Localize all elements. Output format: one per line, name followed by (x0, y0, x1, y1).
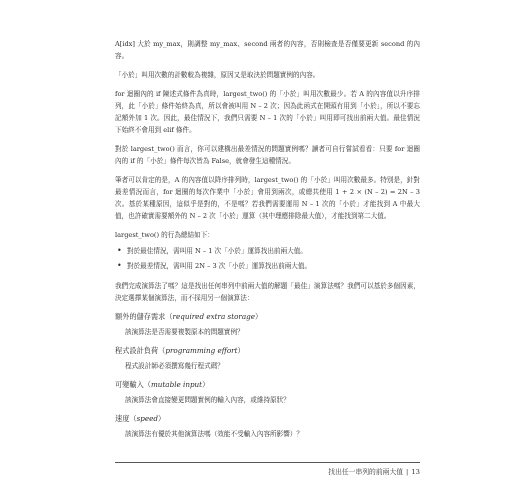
term-definition: 該演算法會直接變更問題實例的輸入內容，或維持原狀？ (125, 396, 290, 404)
term-entry: 程式設計負荷（programming effort） 程式設計師必須撰寫幾行程式碼？ (115, 345, 420, 372)
term-definition: 該演算法有優於其他演算法嗎（效能不受輸入內容所影響）？ (125, 430, 304, 438)
list-item: • 對於最佳情況，需叫用 N – 1 次「小於」運算找出前兩大值。 (115, 245, 420, 257)
paragraph-4: 對於 largest_two() 而言，你可以建構出最差情況的問題實例嗎？讀者可自行嘗試看看：只要 for 迴圈內的 if 的「小於」條件每次皆為 False，就會發生這種情況。 (115, 145, 420, 165)
page-footer (328, 466, 420, 476)
term-zh: 速度 (115, 414, 130, 423)
footer-divider (115, 462, 420, 463)
term-zh: 可變輸入 (115, 380, 144, 389)
term-en: speed (136, 414, 158, 423)
summary-list (115, 245, 420, 272)
paragraph-3: for 迴圈內的 if 陳述式條件為真時，largest_two() 的「小於」叫用次數最少。若 A 的內容值以升序排列，此「小於」條件始終為真，所以會被叫用 N – 2 次；因為此函式在開頭有用到「小於」，所以不要忘記額外加 1 次。因此，最佳情況下，我們只需要 N – 1 次的「小於」叫用即可找出前兩大值。最佳情況下始終不會用到 elif 條件。 (115, 90, 420, 134)
term-zh: 程式設計負荷 (115, 346, 159, 355)
list-item: • 對於最差情況，需叫用 2N – 3 次「小於」運算找出前兩大值。 (115, 260, 420, 272)
term-en: required extra storage (172, 312, 256, 321)
term-entry: 可變輸入（mutable input） 該演算法會直接變更問題實例的輸入內容，或維持原狀？ (115, 379, 420, 406)
paragraph-1: A[idx] 大於 my_max，則調整 my_max、second 兩者的內容，否則檢查是否僅要更新 second 的內容。 (115, 40, 420, 60)
term-entry: 速度（speed） 該演算法有優於其他演算法嗎（效能不受輸入內容所影響）？ (115, 413, 420, 440)
footer-separator: | (406, 468, 409, 476)
page-body (115, 38, 420, 447)
term-en: mutable input (150, 380, 203, 389)
term-entry: 額外的儲存需求（required extra storage） 該演算法是否需要複製原本的問題實例？ (115, 311, 420, 338)
term-definition: 程式設計師必須撰寫幾行程式碼？ (125, 362, 224, 370)
term-en: programming effort (165, 346, 238, 355)
paragraph-5: 筆者可以肯定的是，A 的內容值以降序排列時，largest_two() 的「小於」叫用次數最多。特別是，針對最差情況而言，for 迴圈的每次作業中「小於」會用到兩次，或總共使用 1 + 2 × (N – 2) = 2N – 3 次。基於某種原因，這似乎是對的，不是嗎？若我們需要運用 N – 1 次的「小於」才能找到 A 中最大值，也許確實需要額外的 N – 2 次「小於」運算（其中理應排除最大值），才能找到第二大值。 (115, 176, 420, 220)
term-zh: 額外的儲存需求 (115, 312, 166, 321)
term-definition: 該演算法是否需要複製原本的問題實例？ (125, 328, 244, 336)
question-paragraph: 我們完成演算法了嗎？這是找出任何串列中前兩大值的解題「最佳」演算法嗎？我們可以基於多個因素，決定選擇某個演算法，而不採用另一個演算法： (115, 282, 420, 302)
paragraph-2: 「小於」叫用次數的計數較為複雜，原因又是取決於問題實例的內容。 (115, 71, 320, 79)
chapter-title: 找出任一串列的前兩大值 (328, 468, 404, 476)
page-number: 13 (411, 468, 420, 476)
paragraph-6: largest_two() 的行為總結如下： (115, 231, 214, 239)
